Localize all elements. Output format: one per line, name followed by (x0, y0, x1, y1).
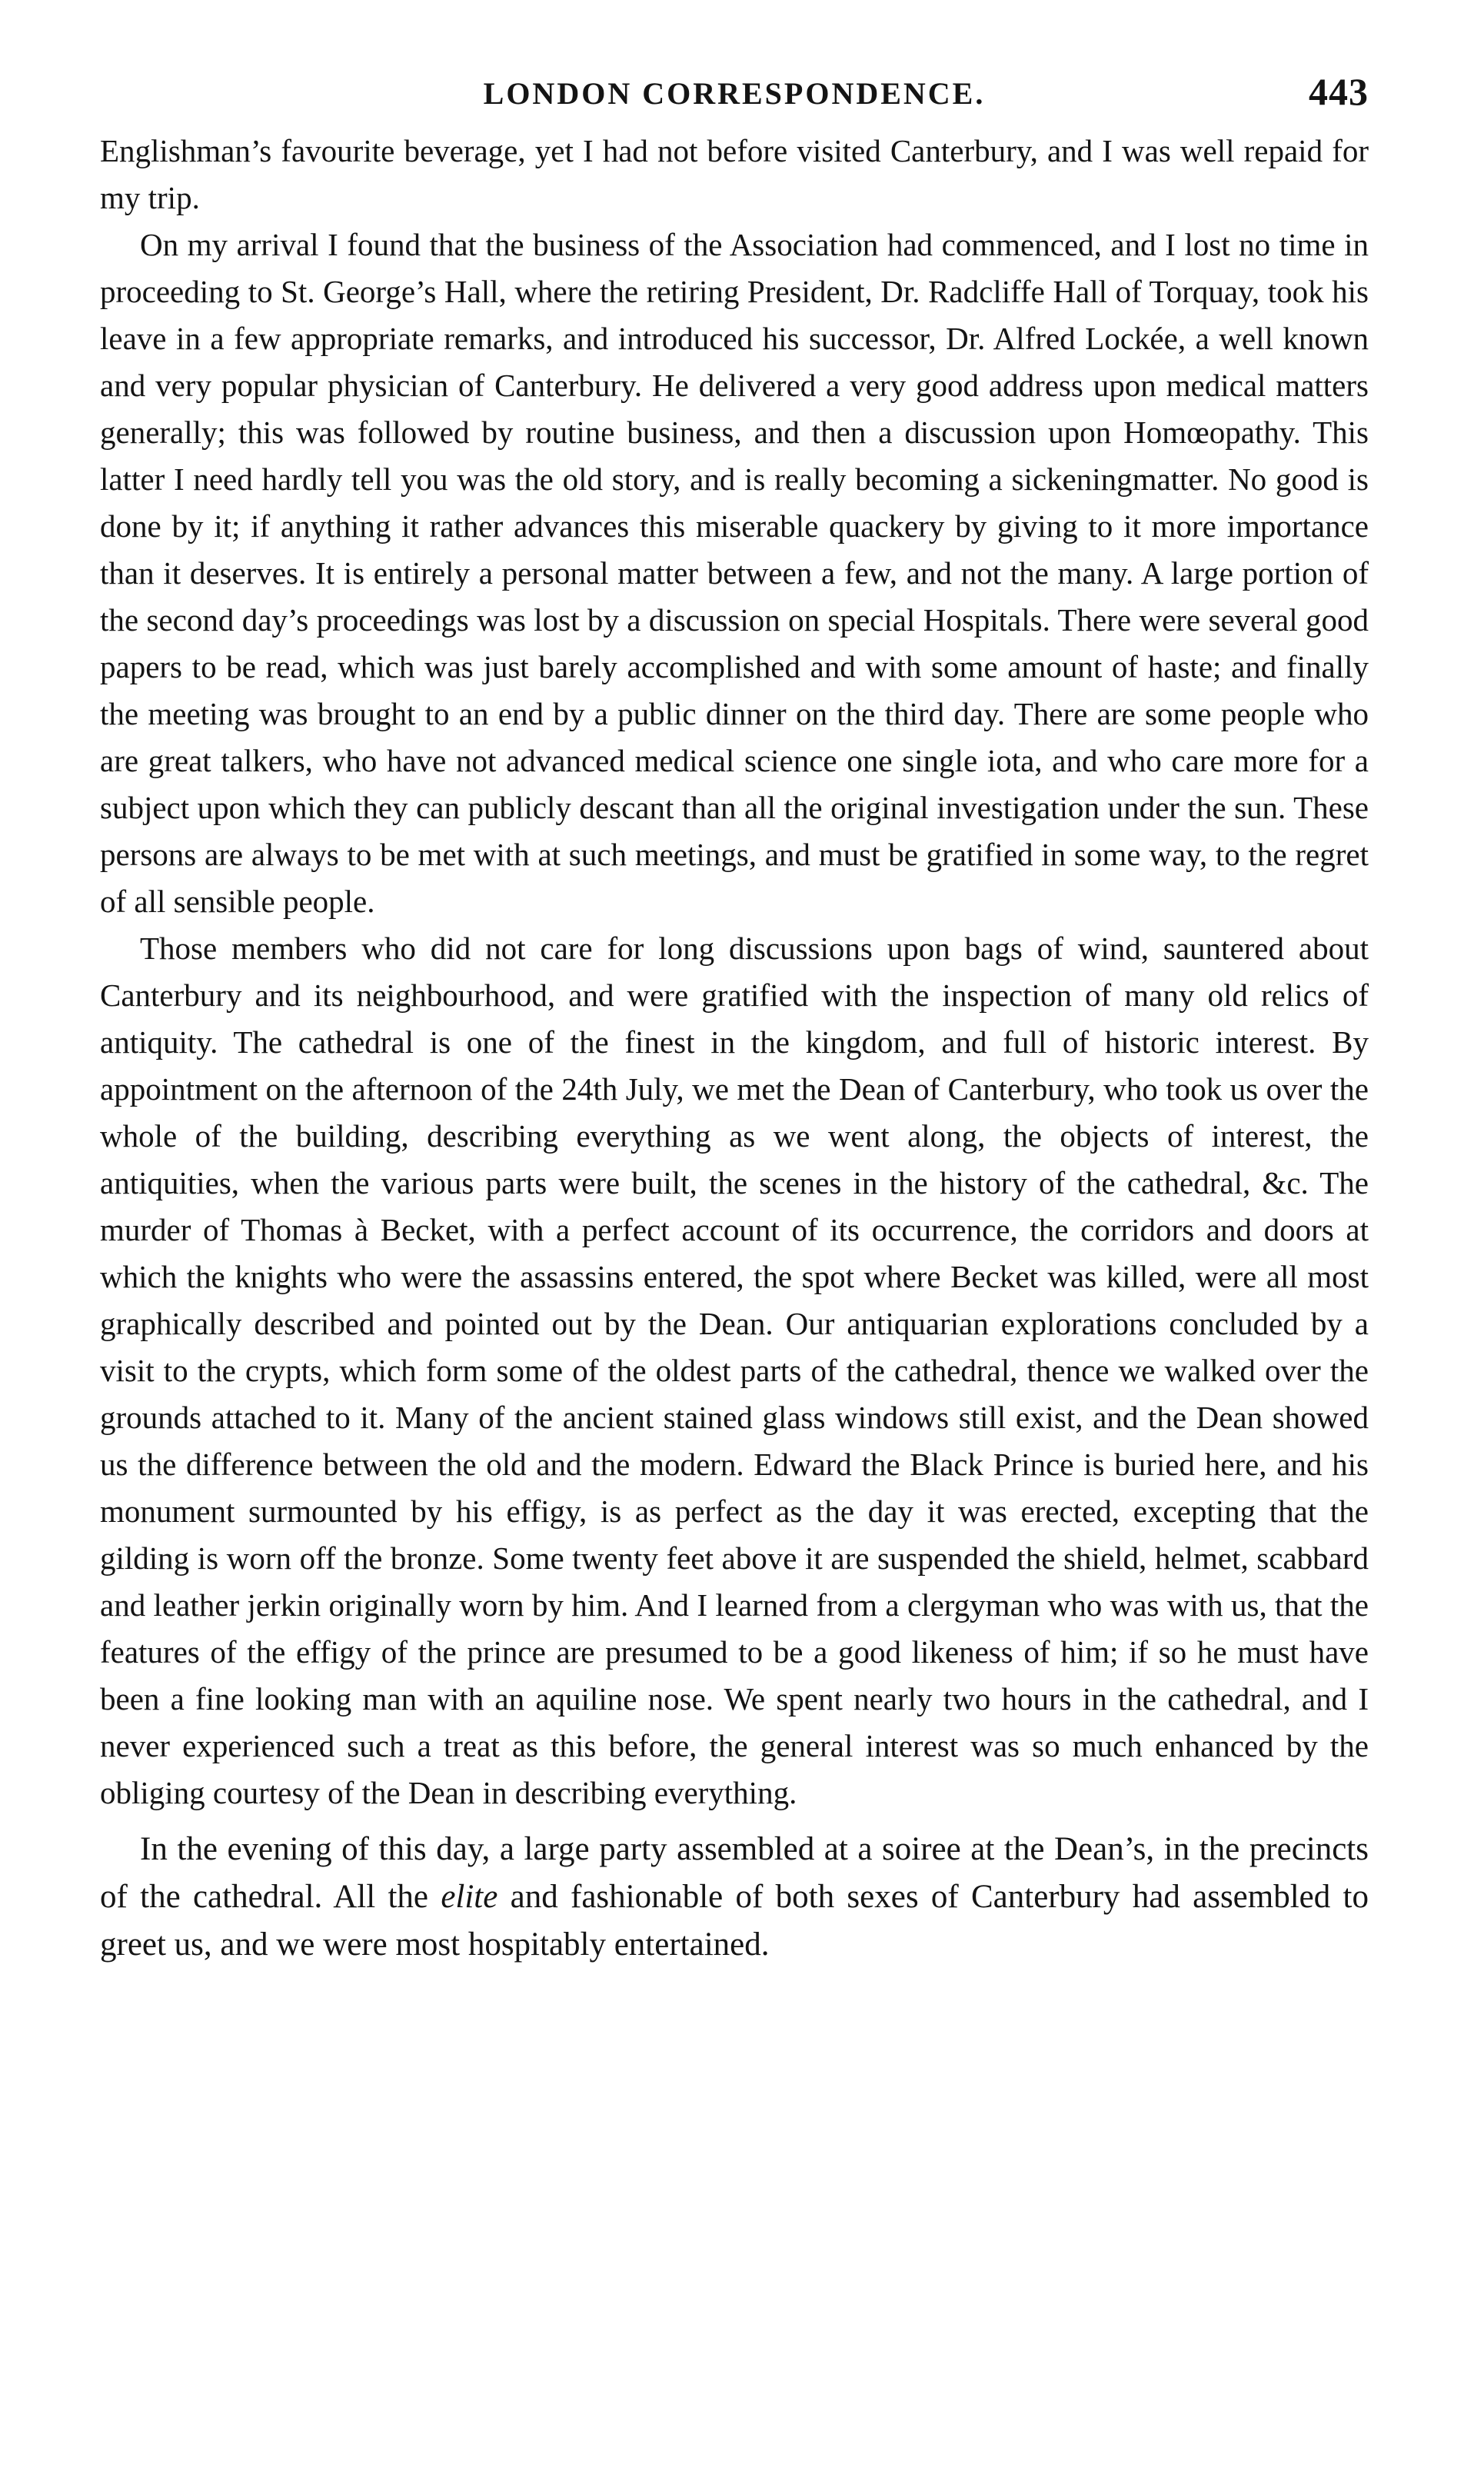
running-title: LONDON CORRESPONDENCE. (483, 76, 986, 111)
paragraph-continued: Englishman’s favourite beverage, yet I had not before visited Canterbury, and I was well repaid for my trip. (100, 133, 1369, 215)
page-number: 443 (1309, 70, 1369, 113)
body-text (100, 128, 1369, 1969)
paragraph-cathedral-visit: Those members who did not care for long discussions upon bags of wind, sauntered about Canterbury and its neighbourhood, and were gratified with the inspection of many old relics of antiquity. The cathedral is one of the finest in the kingdom, and full of historic interest. By appointment on the afternoon of the 24th July, we met the Dean of Canterbury, who took us over the whole of the building, describing everything as we went along, the objects of interest, the antiquities, when the various parts were built, the scenes in the history of the cathedral, &c. The murder of Thomas à Becket, with a perfect account of its occurrence, the corridors and doors at which the knights who were the assassins entered, the spot where Becket was killed, were all most graphically described and pointed out by the Dean. Our antiquarian explorations concluded by a visit to the crypts, which form some of the oldest parts of the cathedral, thence we walked over the grounds attached to it. Many of the ancient stained glass windows still exist, and the Dean showed us the difference between the old and the modern. Edward the Black Prince is buried here, and his monument surmounted by his effigy, is as perfect as the day it was erected, excepting that the gilding is worn off the bronze. Some twenty feet above it are suspended the shield, helmet, scabbard and leather jerkin originally worn by him. And I learned from a clergyman who was with us, that the features of the effigy of the prince are presumed to be a good likeness of him; if so he must have been a fine looking man with an aquiline nose. We spent nearly two hours in the cathedral, and I never experienced such a treat as this before, the general interest was so much enhanced by the obliging courtesy of the Dean in describing everything. (100, 931, 1369, 1810)
paragraph-deans-soiree (100, 1826, 1369, 1969)
italic-word-elite: elite (441, 1879, 498, 1915)
running-header (100, 69, 1369, 123)
book-page (100, 69, 1369, 1969)
paragraph-association-meeting: On my arrival I found that the business of the Association had commenced, and I lost no time in proceeding to St. George’s Hall, where the retiring President, Dr. Radcliffe Hall of Torquay, took his leave in a few appropriate remarks, and introduced his successor, Dr. Alfred Lockée, a well known and very popular physician of Canterbury. He delivered a very good address upon medical matters generally; this was followed by routine business, and then a discussion upon Homœopathy. This latter I need hardly tell you was the old story, and is really becoming a sickeningmatter. No good is done by it; if anything it rather advances this miserable quackery by giving to it more importance than it deserves. It is entirely a personal matter between a few, and not the many. A large portion of the second day’s proceedings was lost by a discussion on special Hospitals. There were several good papers to be read, which was just barely accomplished and with some amount of haste; and finally the meeting was brought to an end by a public dinner on the third day. There are some people who are great talkers, who have not advanced medical science one single iota, and who care more for a subject upon which they can publicly descant than all the original investigation under the sun. These persons are always to be met with at such meetings, and must be gratified in some way, to the regret of all sensible people. (100, 227, 1369, 919)
soiree-text-end: and fashionable of both sexes of Canterbury had assembled to greet us, and we were most hospitably entertained. (100, 1879, 1369, 1963)
soiree-text-start: In the evening of this day, a large party assembled at a soiree at the Dean’s, in the precincts of the cathedral. All the (100, 1831, 1369, 1915)
